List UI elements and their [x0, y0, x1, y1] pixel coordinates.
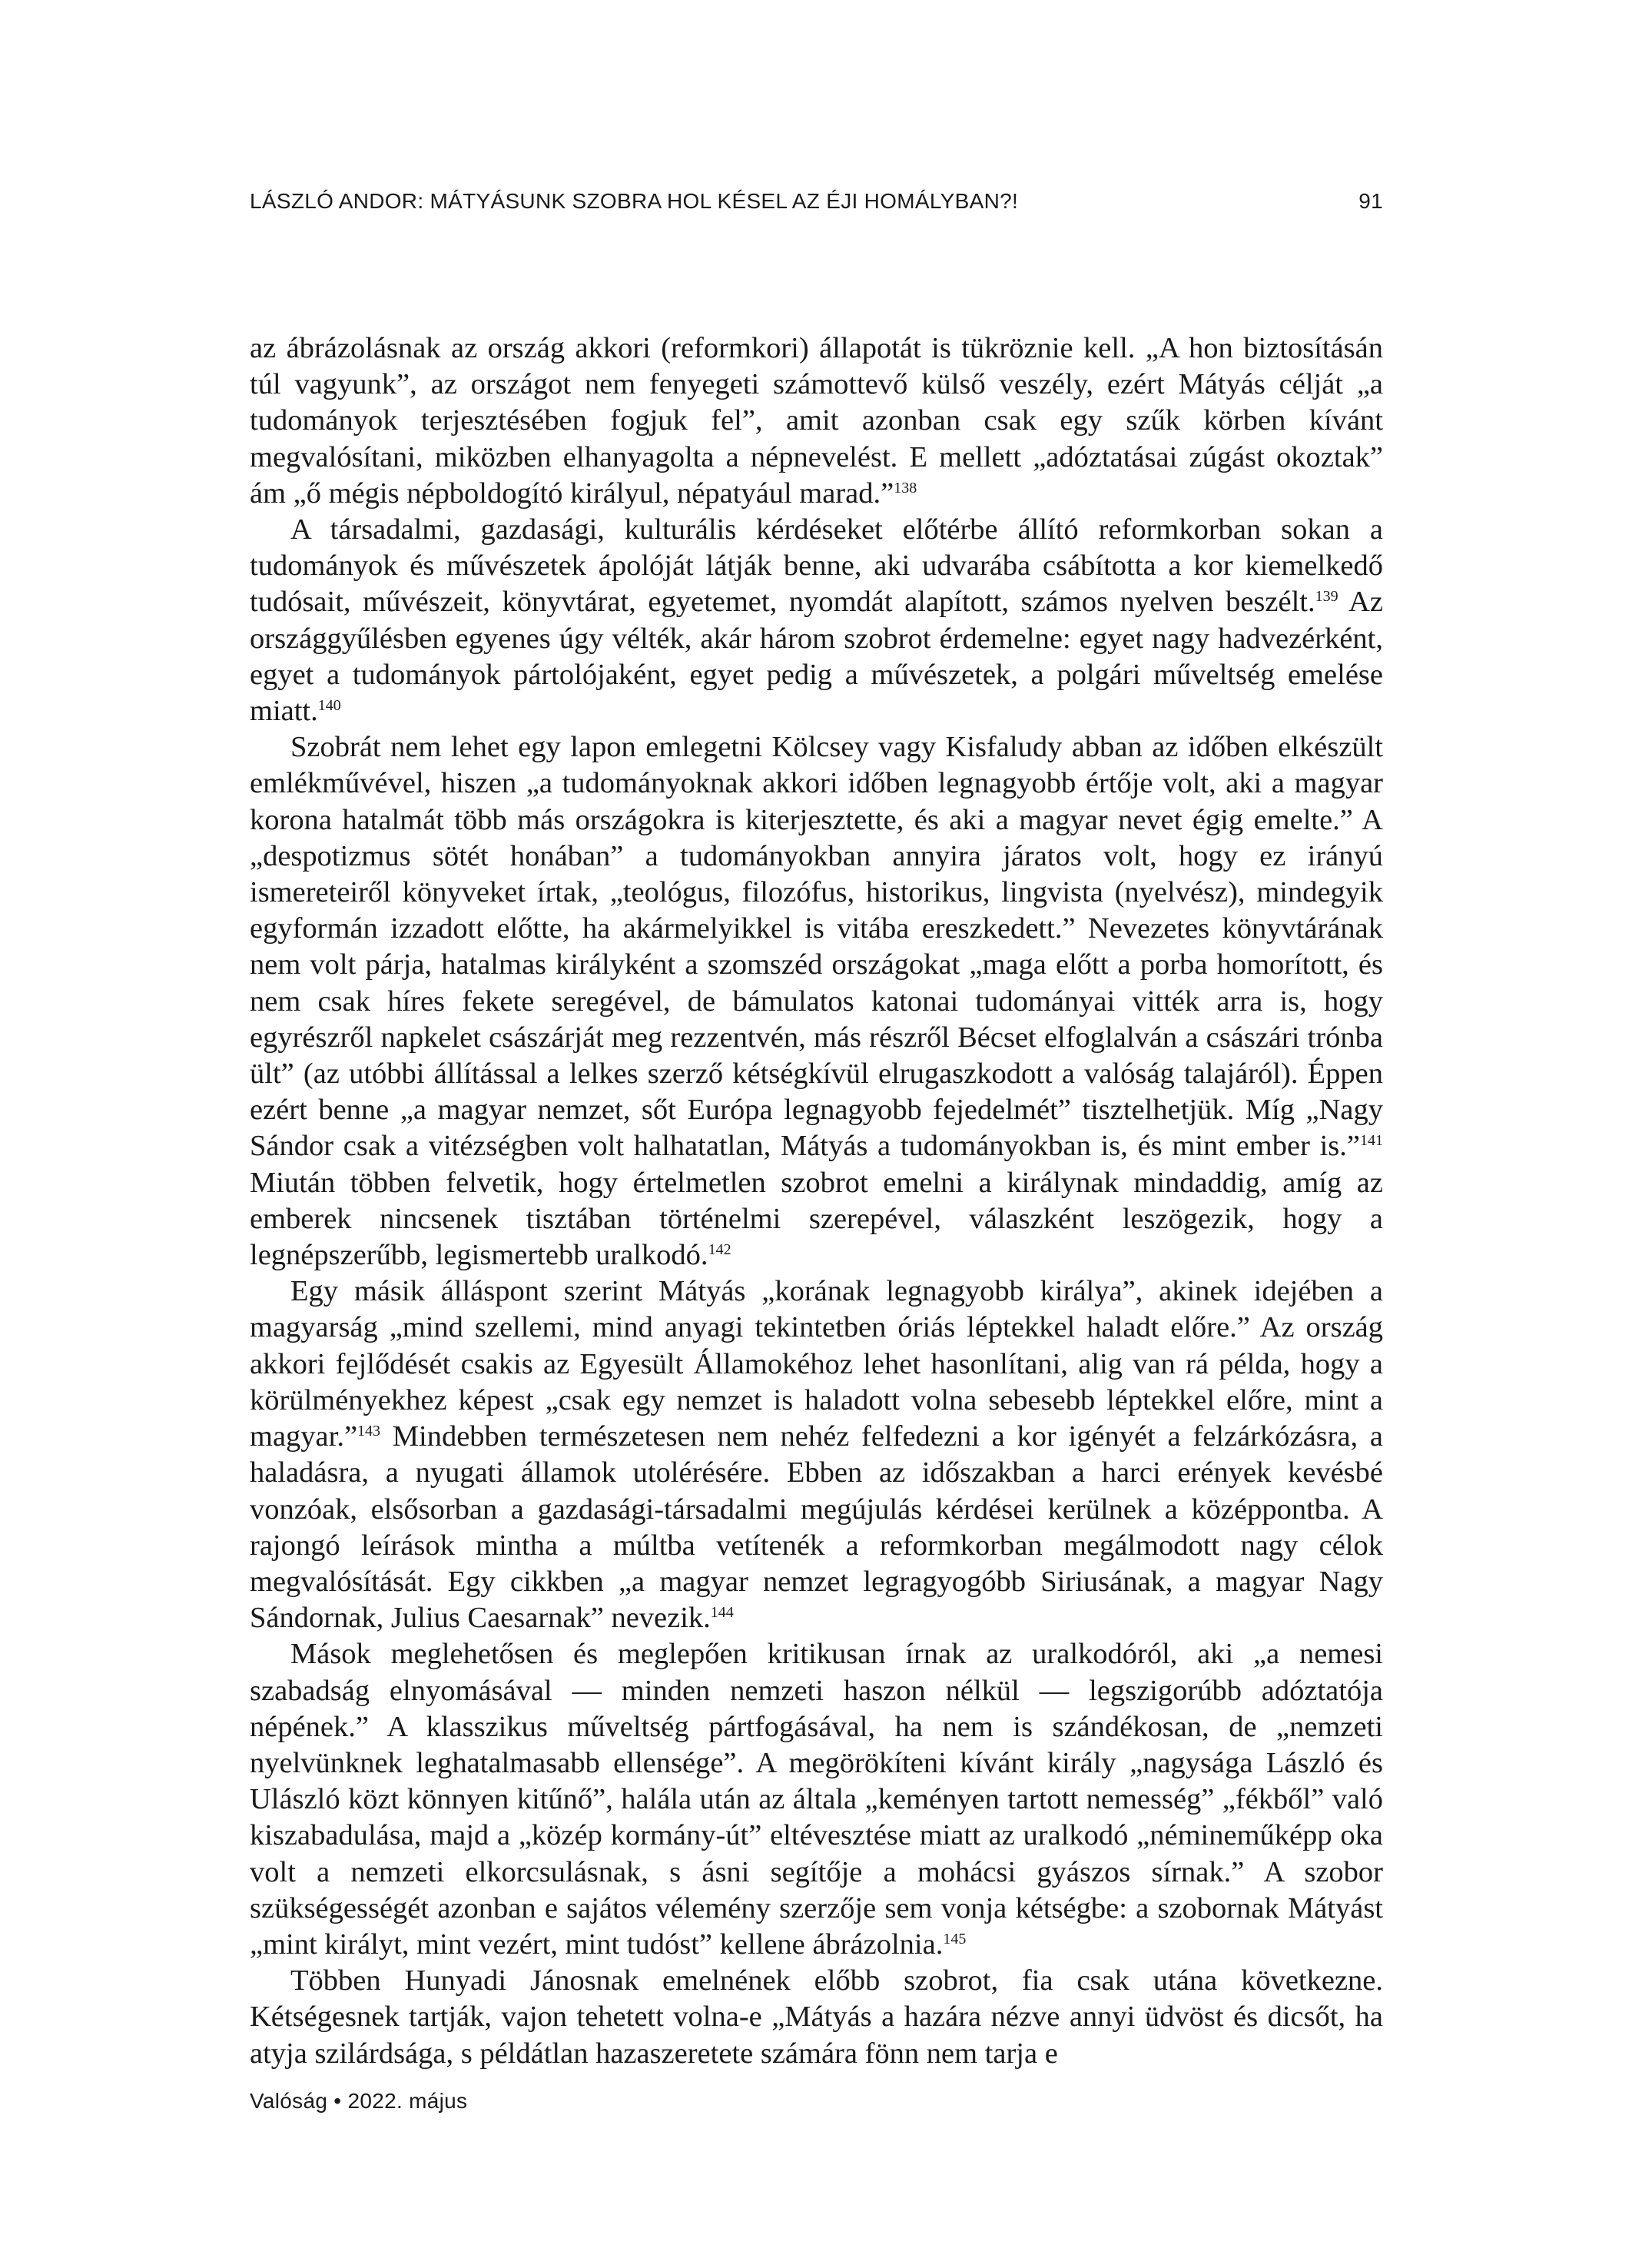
paragraph [250, 729, 1383, 1273]
paragraph [250, 1963, 1383, 2072]
paragraph-text: Többen Hunyadi Jánosnak emelnének előbb szobrot, fia csak utána következne. Kétségesnek tartják, vajon tehetett volna-e „Mátyás a hazára nézve annyi üdvöst és dicsőt, ha atyja szilárdsága, s példátlan hazaszeretete számára fönn nem tarja e [250, 1964, 1383, 2070]
paragraph-text: az ábrázolásnak az ország akkori (reformkori) állapotát is tükröznie kell. „A hon biztosításán túl vagyunk”, az országot nem fenyegeti számottevő külső veszély, ezért Mátyás célját „a tudományok terjesztésében fogjuk fel”, amit azonban csak egy szűk körben kívánt megvalósítani, miközben elhanyagolta a népnevelést. E mellett „adóztatásai zúgást okoztak” ám „ő mégis népboldogító királyul, népatyául marad.” [250, 332, 1383, 510]
paragraph [250, 512, 1383, 729]
footnote-ref: 142 [708, 1241, 731, 1259]
paragraph-text: Mindebben természetesen nem nehéz felfedezni a kor igényét a felzárkózásra, a haladásra, a nyugati államok utolérésére. Ebben az időszakban a harci erények kevésbé vonzóak, elsősorban a gazdasági-társadalmi megújulás kérdései kerülnek a középpontba. A rajongó leírások mintha a múltba vetítenék a reformkorban megálmodott nagy célok megvalósítását. Egy cikkben „a magyar nemzet legragyogóbb Siriusának, a magyar Nagy Sándornak, Julius Caesarnak” nevezik. [250, 1420, 1383, 1635]
page-footer [250, 2089, 467, 2114]
paragraph-text: Mások meglehetősen és meglepően kritikusan írnak az uralkodóról, aki „a nemesi szabadság elnyomásával — minden nemzeti haszon nélkül — legszigorúbb adóztatója népének.” A klasszikus műveltség pártfogásával, ha nem is szándékosan, de „nemzeti nyelvünknek leghatalmasabb ellensége”. A megörökíteni kívánt király „nagysága László és Ulászló közt könnyen kitűnő”, halála után az általa „keményen tartott nemesség” „fékből” való kiszabadulása, majd a „közép kormány-út” eltévesztése miatt az uralkodó „némineműképp oka volt a nemzeti elkorcsulásnak, s ásni segítője a mohácsi gyászos sírnak.” A szobor szükségességét azonban e sajátos vélemény szerzője sem vonja kétségbe: a szobornak Mátyást „mint királyt, mint vezért, mint tudóst” kellene ábrázolnia. [250, 1638, 1383, 1961]
footer-text: Valóság • 2022. május [250, 2089, 468, 2113]
footnote-ref: 140 [317, 697, 341, 715]
footnote-ref: 139 [1315, 588, 1338, 606]
paragraph-text: Szobrát nem lehet egy lapon emlegetni Kölcsey vagy Kisfaludy abban az időben elkészült emlékművével, hiszen „a tudományoknak akkori időben legnagyobb értője volt, aki a magyar korona hatalmát több más országokra is kiterjesztette, és aki a magyar nevet égig emelte.” A „despotizmus sötét honában” a tudományokban annyira járatos volt, hogy ez irányú ismereteiről könyveket írtak, „teológus, filozófus, historikus, lingvista (nyelvész), mindegyik egyformán izzadott előtte, ha akármelyikkel is vitába ereszkedett.” Nevezetes könyvtárának nem volt párja, hatalmas királyként a szomszéd országokat „maga előtt a porba homorított, és nem csak híres fekete seregével, de bámulatos katonai tudományai vitték arra is, hogy egyrészről napkelet császárját meg rezzentvén, más részről Bécset elfoglalván a császári trónba ült” (az utóbbi állítással a lelkes szerző kétségkívül elrugaszkodott a valóság talajáról). Éppen ezért benne „a magyar nemzet, sőt Európa legnagyobb fejedelmét” tisztelhetjük. Míg „Nagy Sándor csak a vitézségben volt halhatatlan, Mátyás a tudományokban is, és mint ember is.” [250, 731, 1383, 1163]
running-header-title: LÁSZLÓ ANDOR: MÁTYÁSUNK SZOBRA HOL KÉSEL AZ ÉJI HOMÁLYBAN?! [250, 189, 1019, 213]
paragraph [250, 1636, 1383, 1963]
article-body [250, 330, 1383, 2072]
footnote-ref: 141 [1360, 1132, 1383, 1150]
paragraph-text: A társadalmi, gazdasági, kulturális kérdéseket előtérbe állító reformkorban sokan a tudományok és művészetek ápolóját látják benne, aki udvarába csábította a kor kiemelkedő tudósait, művészeit, könyvtárat, egyetemet, nyomdát alapított, számos nyelven beszélt. [250, 513, 1383, 619]
paragraph-text: Egy másik álláspont szerint Mátyás „korának legnagyobb királya”, akinek idejében a magyarság „mind szellemi, mind anyagi tekintetben óriás léptekkel haladt előre.” Az ország akkori fejlődését csakis az Egyesült Államokéhoz lehet hasonlítani, alig van rá példa, hogy a körülményekhez képest „csak egy nemzet is haladott volna sebesebb léptekkel előre, mint a magyar.” [250, 1275, 1383, 1453]
footnote-ref: 138 [894, 479, 917, 496]
paragraph-text: Miután többen felvetik, hogy értelmetlen szobrot emelni a királynak mindaddig, amíg az emberek nincsenek tisztában történelmi szerepével, válaszként leszögezik, hogy a legnépszerűbb, legismertebb uralkodó. [250, 1166, 1383, 1272]
footnote-ref: 145 [943, 1930, 967, 1948]
paragraph-text: Az országgyűlésben egyenes úgy vélték, akár három szobrot érdemelne: egyet nagy hadvezérként, egyet a tudományok pártolójaként, egyet pedig a művészetek, a polgári műveltség emelése miatt. [250, 586, 1383, 728]
page-number: 91 [1358, 189, 1383, 213]
running-header [250, 189, 1383, 214]
footnote-ref: 144 [710, 1604, 734, 1622]
paragraph [250, 330, 1383, 512]
footnote-ref: 143 [357, 1423, 381, 1440]
paragraph [250, 1273, 1383, 1636]
